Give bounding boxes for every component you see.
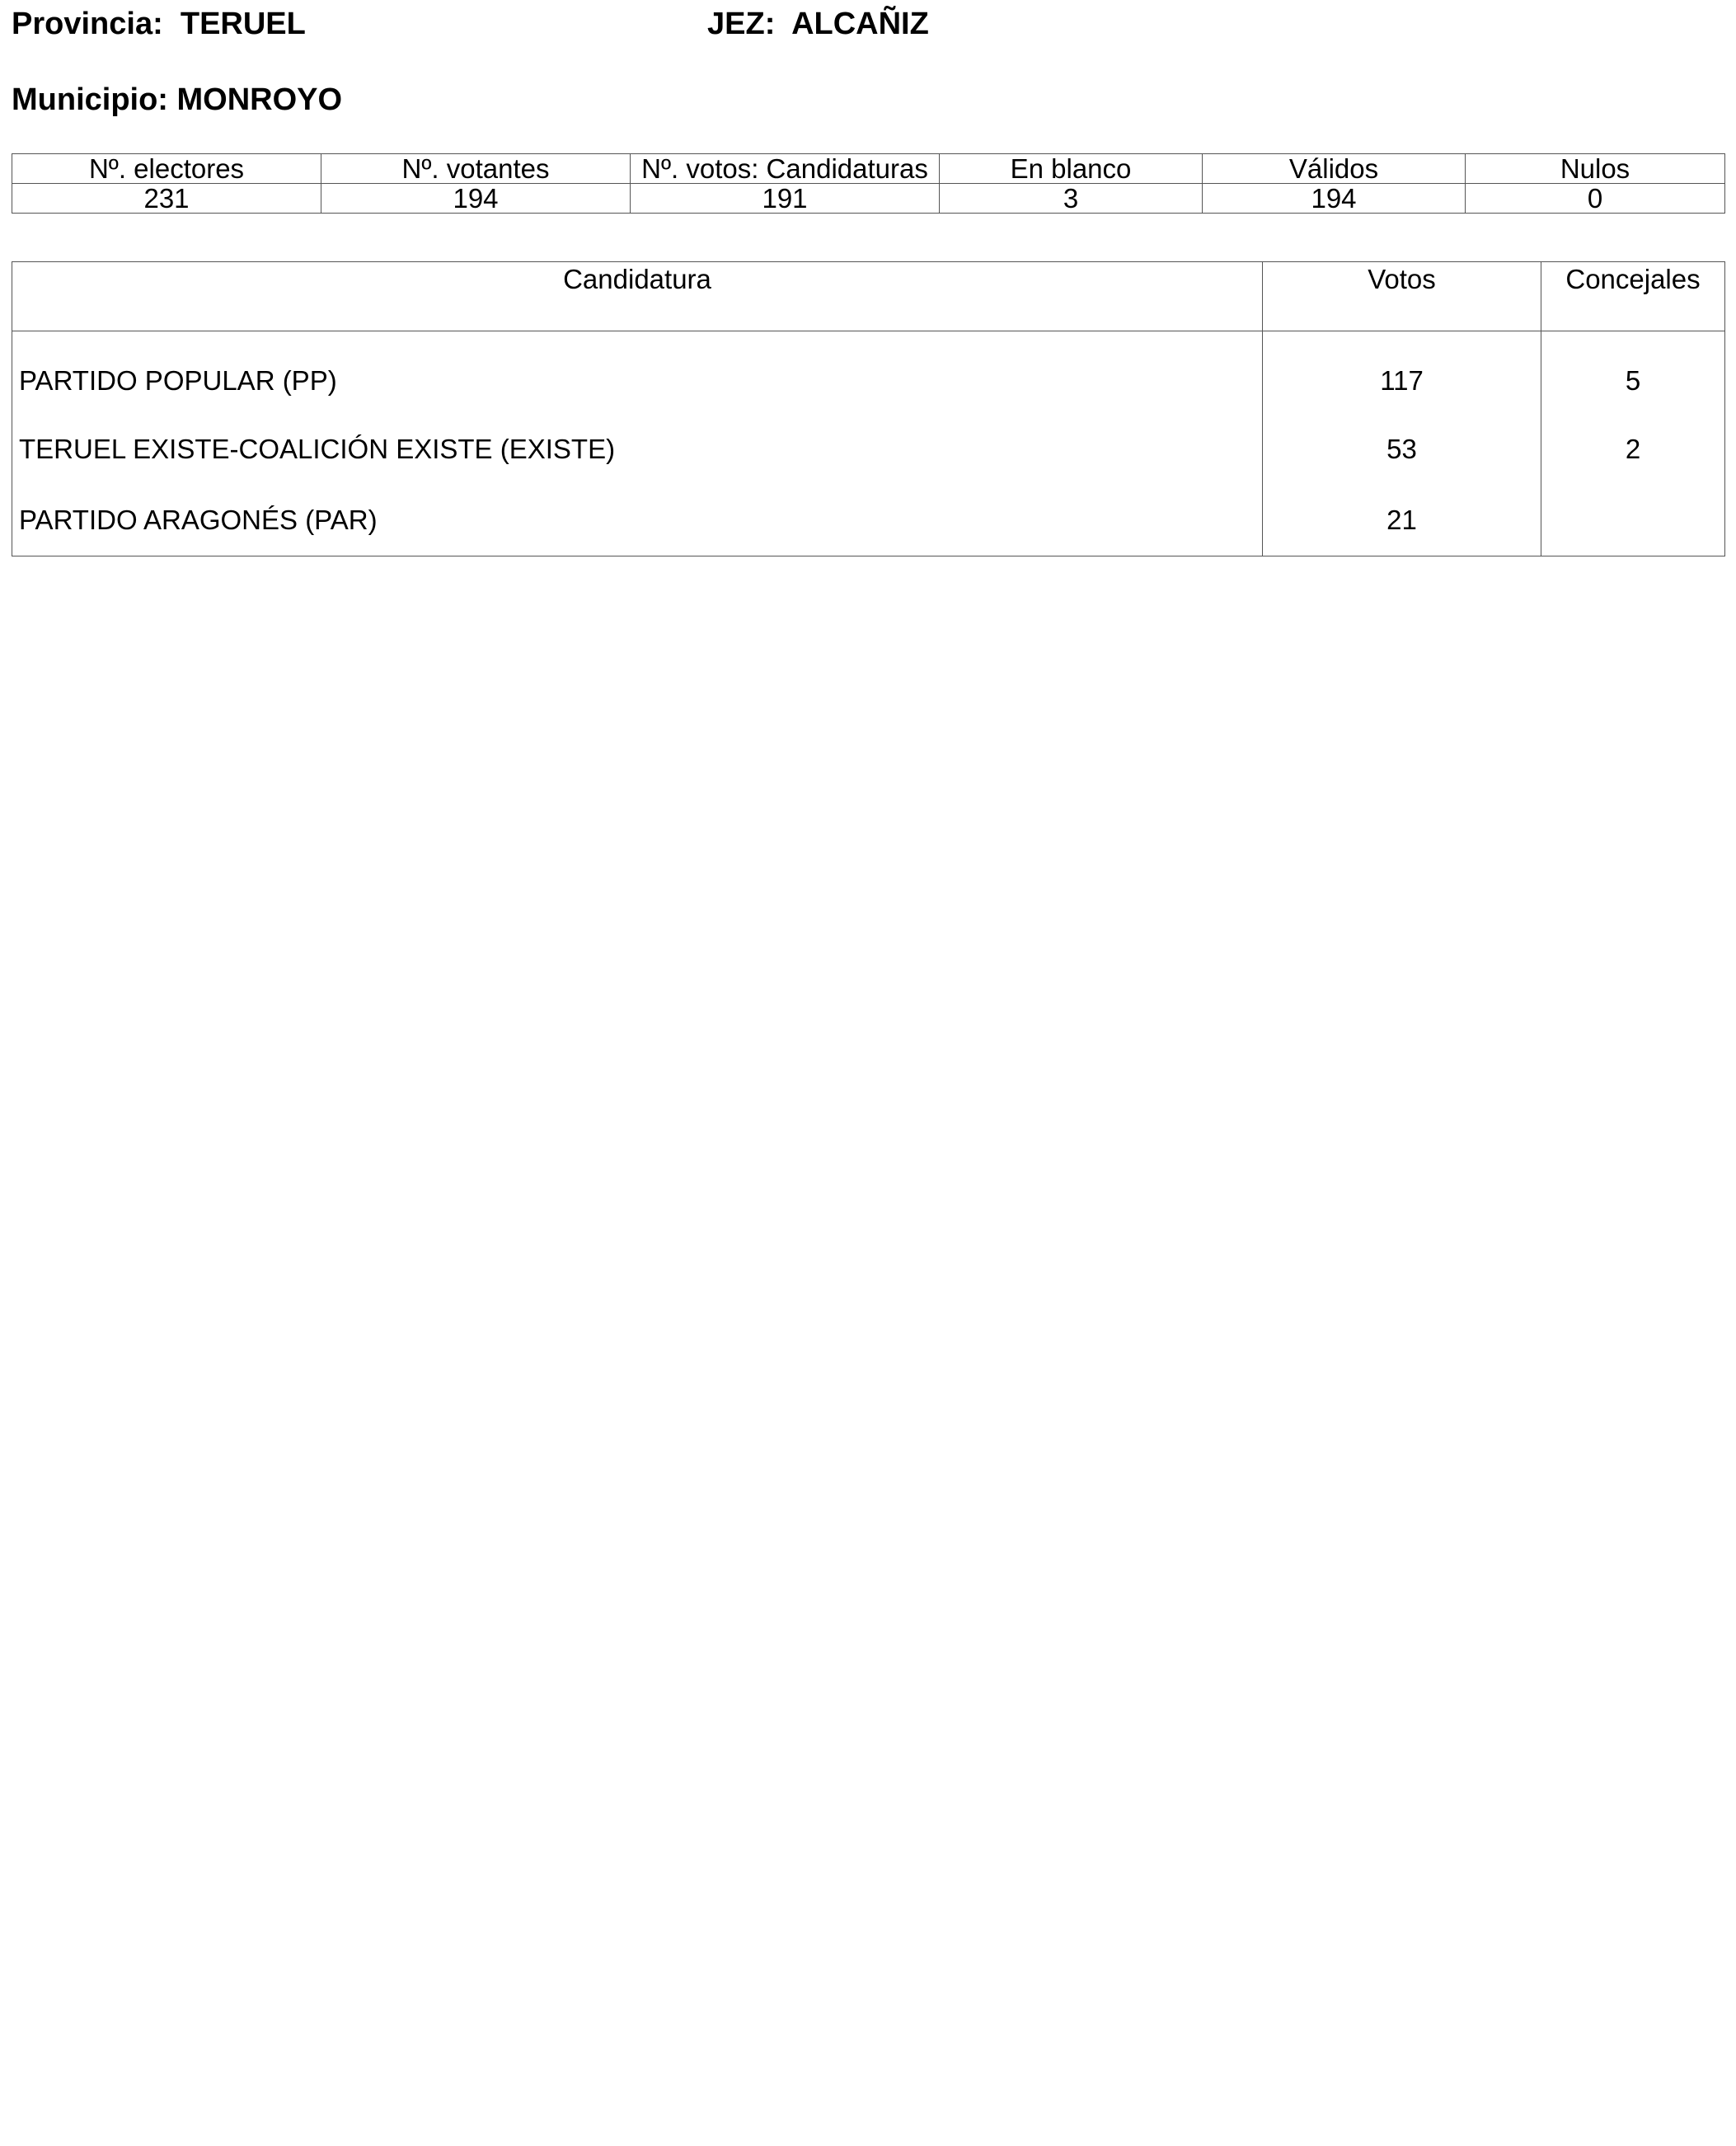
provincia-label: Provincia: (12, 7, 163, 41)
votos-cell: 53 (1263, 414, 1541, 485)
summary-value-row (12, 184, 1725, 214)
summary-value-votos-candidaturas: 191 (631, 184, 940, 214)
summary-header-votos-candidaturas: Nº. votos: Candidaturas (631, 154, 940, 184)
concejales-cell: 2 (1541, 414, 1725, 485)
results-table (12, 261, 1725, 556)
candidatura-cell: PARTIDO POPULAR (PP) (12, 331, 1263, 415)
jez-label: JEZ: (707, 7, 776, 41)
candidatura-cell: PARTIDO ARAGONÉS (PAR) (12, 485, 1263, 556)
summary-value-votantes: 194 (321, 184, 631, 214)
municipio-label: Municipio: (12, 82, 168, 117)
summary-header-votantes: Nº. votantes (321, 154, 631, 184)
summary-table (12, 153, 1725, 214)
summary-header-en-blanco: En blanco (940, 154, 1203, 184)
summary-value-en-blanco: 3 (940, 184, 1203, 214)
jez-value: ALCAÑIZ (791, 7, 929, 41)
summary-value-electores: 231 (12, 184, 321, 214)
table-row (12, 414, 1725, 485)
municipio-line (12, 81, 342, 119)
table-row (12, 485, 1725, 556)
summary-header-validos: Válidos (1203, 154, 1466, 184)
results-header-concejales: Concejales (1541, 262, 1725, 331)
summary-header-electores: Nº. electores (12, 154, 321, 184)
summary-value-validos: 194 (1203, 184, 1466, 214)
jez-line (707, 5, 929, 43)
concejales-cell (1541, 485, 1725, 556)
candidatura-cell: TERUEL EXISTE-COALICIÓN EXISTE (EXISTE) (12, 414, 1263, 485)
summary-header-nulos: Nulos (1466, 154, 1725, 184)
municipio-value: MONROYO (176, 82, 343, 117)
votos-cell: 21 (1263, 485, 1541, 556)
results-header-row (12, 262, 1725, 331)
results-header-votos: Votos (1263, 262, 1541, 331)
concejales-cell: 5 (1541, 331, 1725, 415)
table-row (12, 331, 1725, 415)
summary-value-nulos: 0 (1466, 184, 1725, 214)
provincia-line (12, 5, 306, 43)
votos-cell: 117 (1263, 331, 1541, 415)
results-header-candidatura: Candidatura (12, 262, 1263, 331)
summary-header-row (12, 154, 1725, 184)
provincia-value: TERUEL (180, 7, 306, 41)
